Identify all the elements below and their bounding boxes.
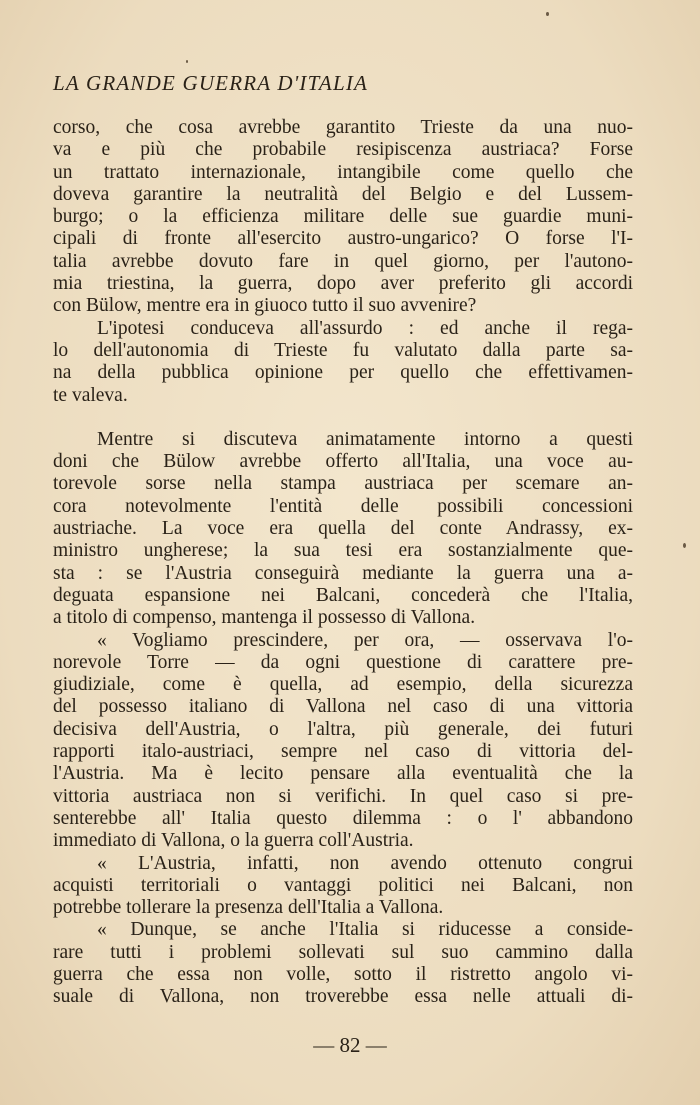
text-line: a titolo di compenso, mantenga il possesso di Vallona. bbox=[53, 607, 476, 629]
text-line: talia avrebbe dovuto fare in quel giorno, per l'autono- bbox=[53, 250, 633, 272]
text-line: « L'Austria, infatti, non avendo ottenuto congrui bbox=[97, 852, 633, 874]
text-line: ministro ungherese; la sua tesi era sostanzialmente que- bbox=[53, 540, 633, 562]
text-line: sta : se l'Austria conseguirà mediante la guerra una a- bbox=[53, 562, 633, 584]
text-line: burgo; o la efficienza militare delle sue guardie muni- bbox=[53, 206, 633, 228]
text-line: deguata espansione nei Balcani, concederà che l'Italia, bbox=[53, 584, 633, 606]
text-line: cora notevolmente l'entità delle possibili concessioni bbox=[53, 495, 633, 517]
text-line: norevole Torre — da ogni questione di carattere pre- bbox=[53, 651, 633, 673]
text-line: rapporti italo-austriaci, sempre nel caso di vittoria del- bbox=[53, 741, 633, 763]
text-line: decisiva dell'Austria, o l'altra, più generale, dei futuri bbox=[53, 718, 633, 740]
text-line: giudiziale, come è quella, ad esempio, della sicurezza bbox=[53, 674, 633, 696]
text-line: con Bülow, mentre era in giuoco tutto il suo avvenire? bbox=[53, 295, 477, 317]
text-line: vittoria austriaca non si verifichi. In quel caso si pre- bbox=[53, 785, 633, 807]
text-line: un trattato internazionale, intangibile come quello che bbox=[53, 161, 633, 183]
text-line: « Vogliamo prescindere, per ora, — osservava l'o- bbox=[97, 629, 633, 651]
text-line: doveva garantire la neutralità del Belgio e del Lussem- bbox=[53, 183, 633, 205]
text-line: mia triestina, la guerra, dopo aver preferito gli accordi bbox=[53, 273, 633, 295]
text-line: corso, che cosa avrebbe garantito Trieste da una nuo- bbox=[53, 117, 633, 138]
text-line: Mentre si discuteva animatamente intorno a questi bbox=[97, 428, 633, 450]
text-line: doni che Bülow avrebbe offerto all'Italia, una voce au- bbox=[53, 451, 633, 473]
paper-speck bbox=[546, 12, 549, 16]
running-title: LA GRANDE GUERRA D'ITALIA bbox=[53, 71, 369, 95]
text-line: L'ipotesi conduceva all'assurdo : ed anche il rega- bbox=[97, 317, 633, 339]
text-line: potrebbe tollerare la presenza dell'Italia a Vallona. bbox=[53, 897, 444, 919]
text-line: l'Austria. Ma è lecito pensare alla eventualità che la bbox=[53, 763, 633, 785]
text-line: na della pubblica opinione per quello che effettivamen- bbox=[53, 362, 633, 384]
text-line: va e più che probabile resipiscenza austriaca? Forse bbox=[53, 139, 633, 161]
paper-speck bbox=[186, 60, 188, 63]
text-line: « Dunque, se anche l'Italia si riducesse a conside- bbox=[97, 919, 633, 941]
paragraph bbox=[53, 117, 633, 318]
text-line: guerra che essa non volle, sotto il ristretto angolo vi- bbox=[53, 963, 633, 985]
text-line: rare tutti i problemi sollevati sul suo cammino dalla bbox=[53, 941, 633, 963]
body-text bbox=[53, 117, 633, 1009]
paragraph bbox=[53, 429, 633, 630]
text-line: del possesso italiano di Vallona nel caso di una vittoria bbox=[53, 696, 633, 718]
paragraph bbox=[53, 853, 633, 920]
paragraph bbox=[53, 919, 633, 1008]
text-line: suale di Vallona, non troverebbe essa nelle attuali di- bbox=[53, 986, 633, 1008]
text-line: austriache. La voce era quella del conte Andrassy, ex- bbox=[53, 518, 633, 540]
paragraph bbox=[53, 630, 633, 853]
text-line: acquisti territoriali o vantaggi politici nei Balcani, non bbox=[53, 874, 633, 896]
paragraph bbox=[53, 318, 633, 407]
text-line: immediato di Vallona, o la guerra coll'Austria. bbox=[53, 830, 414, 852]
text-line: te valeva. bbox=[53, 384, 128, 406]
text-line: lo dell'autonomia di Trieste fu valutato dalla parte sa- bbox=[53, 339, 633, 361]
page-number: — 82 — bbox=[313, 1033, 387, 1057]
text-line: cipali di fronte all'esercito austro-ungarico? O forse l'I- bbox=[53, 228, 633, 250]
text-line: senterebbe all' Italia questo dilemma : o l' abbandono bbox=[53, 807, 633, 829]
paper-speck bbox=[683, 543, 686, 548]
paragraph-gap bbox=[53, 407, 633, 429]
text-line: torevole sorse nella stampa austriaca per scemare an- bbox=[53, 473, 633, 495]
